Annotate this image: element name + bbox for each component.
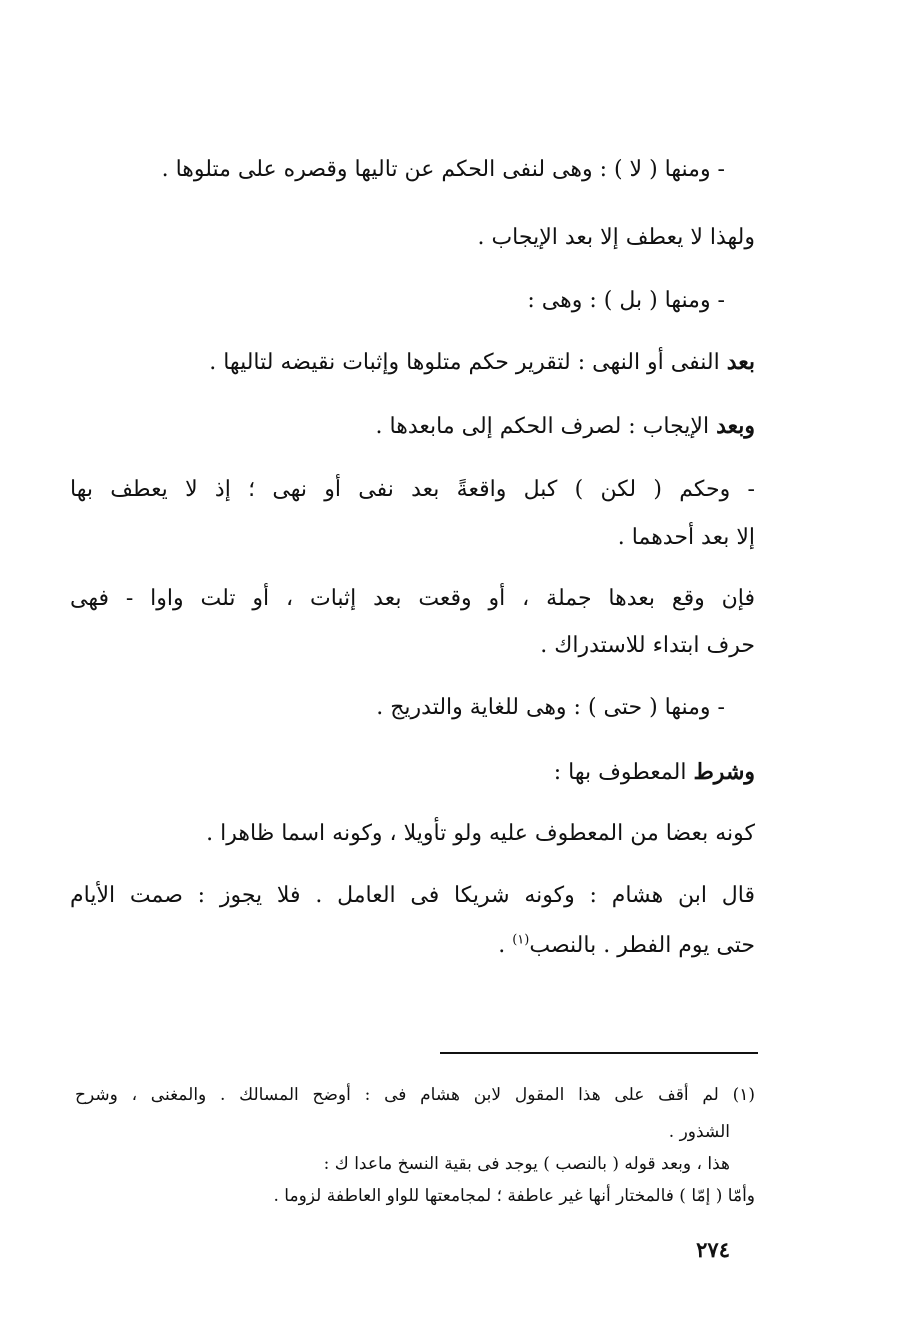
text-line-12: كونه بعضا من المعطوف عليه ولو تأويلا ، وكونه اسما ظاهرا . — [206, 821, 755, 846]
page-number: ٢٧٤ — [696, 1237, 730, 1262]
text-line-10: - ومنها ( حتى ) : وهى للغاية والتدريج . — [376, 695, 725, 720]
text-line-13: قال ابن هشام : وكونه شريكا فى العامل . فلا يجوز : صمت الأيام — [70, 883, 755, 908]
text-line-4 — [70, 346, 755, 379]
footnote-line-4: وأمّا ( إمّا ) فالمختار أنها غير عاطفة ؛ لمجامعتها للواو العاطفة لزوما . — [273, 1186, 755, 1206]
text-line-7: إلا بعد أحدهما . — [617, 525, 755, 550]
footnote-line-1: (١) لم أقف على هذا المقول لابن هشام فى : أوضح المسالك . والمغنى ، وشرح — [75, 1085, 755, 1105]
bold-lead-word: وبعد — [716, 413, 755, 439]
text-line-9: حرف ابتداء للاستدراك . — [540, 633, 755, 658]
text-line-4-rest: النفى أو النهى : لتقرير حكم متلوها وإثبات نقيضه لتاليها . — [209, 350, 727, 375]
footnote-line-2: الشذور . — [668, 1122, 730, 1142]
text-line-1: - ومنها ( لا ) : وهى لنفى الحكم عن تاليها وقصره على متلوها . — [161, 157, 725, 182]
text-line-5-rest: الإيجاب : لصرف الحكم إلى مابعدها . — [375, 414, 717, 439]
footnote-separator-rule — [440, 1052, 758, 1054]
text-line-14-main: حتى يوم الفطر . بالنصب — [529, 933, 755, 958]
text-line-5 — [70, 410, 755, 443]
bold-lead-word: بعد — [726, 349, 755, 375]
text-line-3: - ومنها ( بل ) : وهى : — [527, 288, 725, 313]
text-line-8: فإن وقع بعدها جملة ، أو وقعت بعد إثبات ، أو تلت واوا - فهى — [70, 586, 755, 611]
text-line-11 — [70, 756, 755, 789]
text-line-14-tail: . — [498, 933, 513, 958]
text-line-11-rest: المعطوف بها : — [553, 760, 694, 785]
text-line-14 — [70, 930, 755, 962]
footnote-marker: (١) — [512, 932, 530, 948]
bold-lead-word: وشرط — [693, 759, 755, 785]
text-line-2: ولهذا لا يعطف إلا بعد الإيجاب . — [477, 225, 755, 250]
text-line-6: - وحكم ( لكن ) كبل واقعةً بعد نفى أو نهى ؛ إذ لا يعطف بها — [70, 477, 755, 502]
footnote-line-3: هذا ، وبعد قوله ( بالنصب ) يوجد فى بقية النسخ ماعدا ك : — [323, 1154, 730, 1174]
